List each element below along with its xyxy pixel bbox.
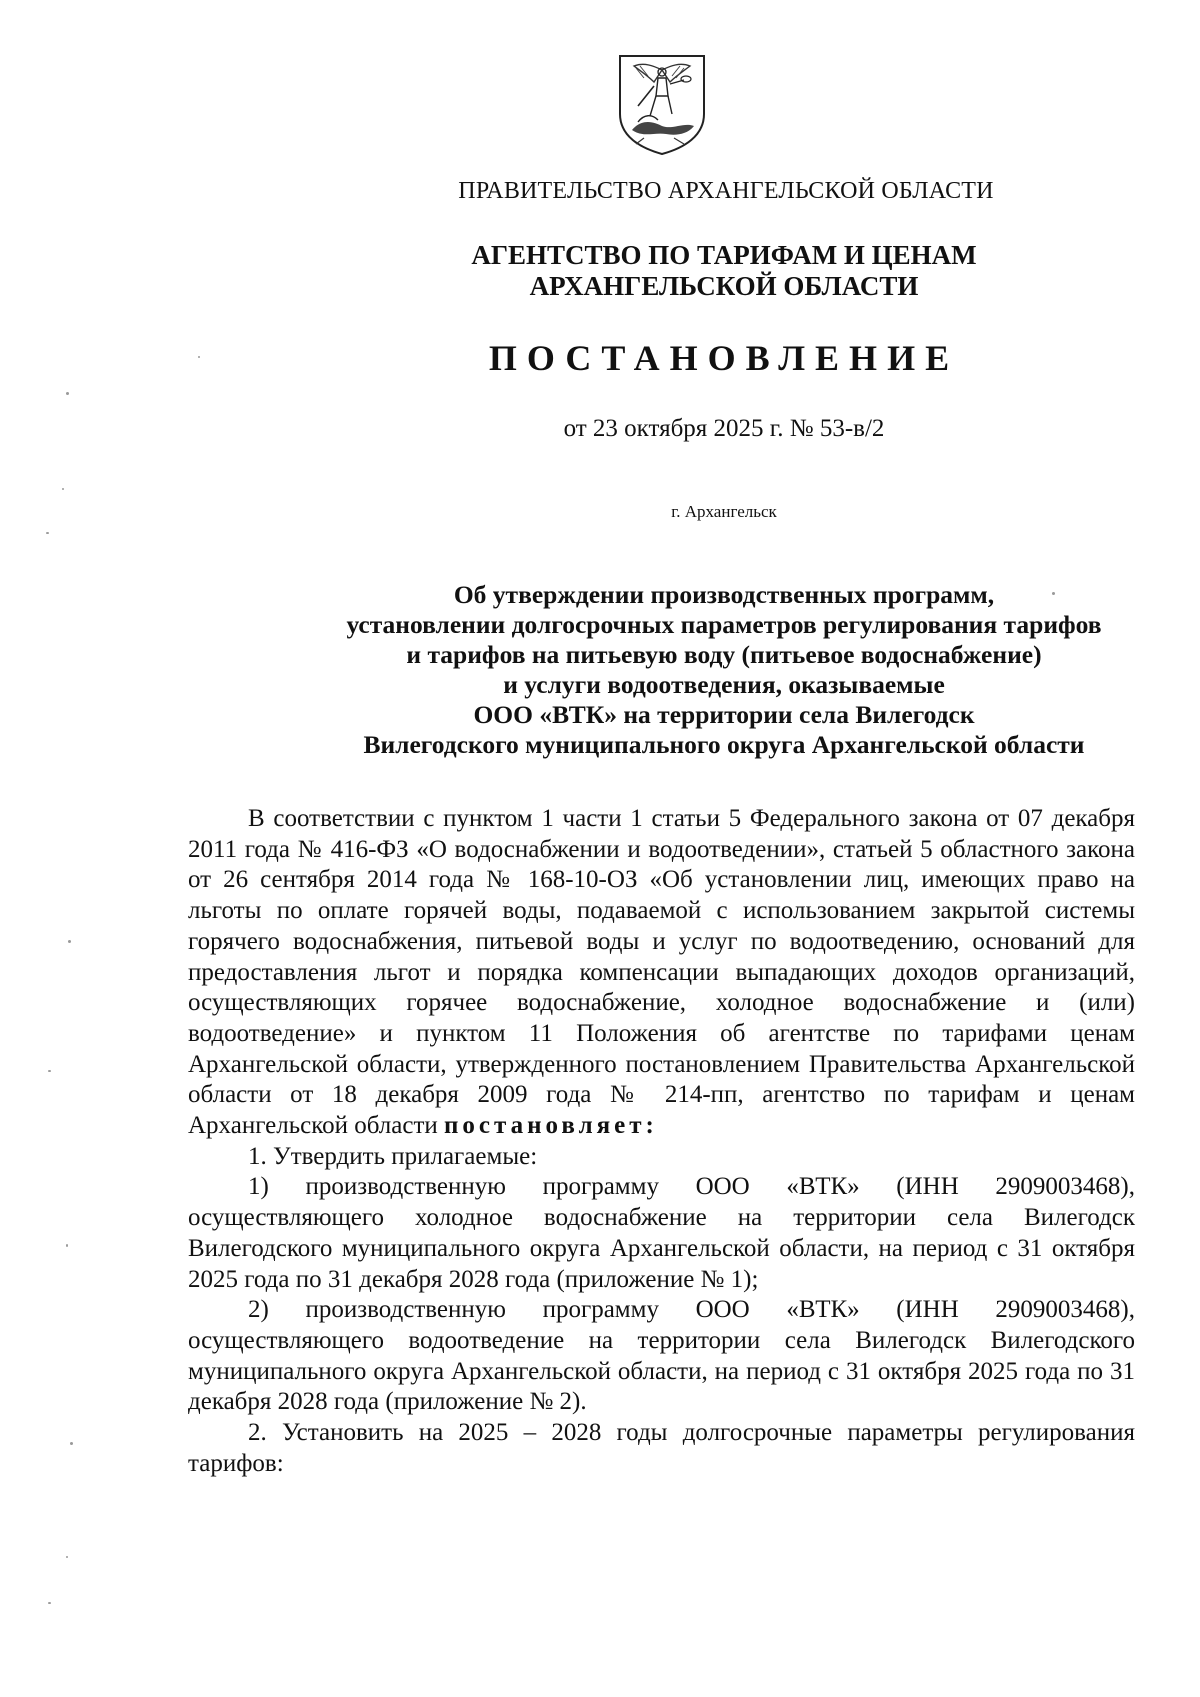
document-type: ПОСТАНОВЛЕНИЕ	[488, 338, 960, 378]
subject-line: Вилегодского муниципального округа Архангельской области	[363, 730, 1085, 759]
clause-1: 1. Утвердить прилагаемые:	[248, 1142, 538, 1170]
clause-1-1: 1) производственную программу ООО «ВТК» (ИНН 2909003468), осуществляющего холодное водоснабжение на территории села Вилегодск Вилегодского муниципального округа Архангельской области, на период с 31 октября 2025 года по 31 декабря 2028 года (приложение № 1);	[188, 1173, 1135, 1293]
scan-speck	[66, 1556, 68, 1558]
clause-2: 2. Установить на 2025 – 2028 годы долгосрочные параметры регулирования тарифов:	[188, 1419, 1135, 1477]
document-date-number: от 23 октября 2025 г. № 53-в/2	[563, 415, 885, 442]
document-body	[188, 804, 1135, 1479]
scan-speck	[62, 488, 64, 490]
document-city: г. Архангельск	[671, 502, 777, 521]
scan-speck	[46, 532, 49, 534]
scan-speck	[198, 356, 200, 358]
agency-name	[0, 240, 1200, 302]
scan-speck	[1052, 592, 1055, 595]
agency-name-line: АГЕНТСТВО ПО ТАРИФАМ И ЦЕНАМ	[471, 240, 977, 270]
subject-line: и услуги водоотведения, оказываемые	[503, 670, 945, 699]
scan-speck	[48, 1070, 51, 1072]
subject-line: и тарифов на питьевую воду (питьевое водоснабжение)	[406, 640, 1042, 669]
government-name: ПРАВИТЕЛЬСТВО АРХАНГЕЛЬСКОЙ ОБЛАСТИ	[458, 178, 994, 204]
clause-1-2: 2) производственную программу ООО «ВТК» (ИНН 2909003468), осуществляющего водоотведение на территории села Вилегодск Вилегодского муниципального округа Архангельской области, на период с 31 октября 2025 года по 31 декабря 2028 года (приложение № 2).	[188, 1296, 1135, 1416]
preamble-paragraph	[188, 804, 1135, 1142]
document-subject	[0, 580, 1200, 760]
scan-speck	[48, 1602, 51, 1604]
scan-speck	[68, 940, 71, 943]
scan-speck	[70, 1442, 73, 1445]
subject-line: ООО «ВТК» на территории села Вилегодск	[473, 700, 975, 729]
coat-of-arms-icon	[614, 52, 710, 156]
decree-word: постановляет:	[444, 1112, 658, 1140]
scan-speck	[66, 1244, 68, 1247]
agency-name-line: АРХАНГЕЛЬСКОЙ ОБЛАСТИ	[529, 271, 919, 301]
subject-line: Об утверждении производственных программ,	[453, 580, 995, 609]
scan-speck	[66, 392, 69, 395]
preamble-text: В соответствии с пунктом 1 части 1 статьи 5 Федерального закона от 07 декабря 2011 года № 416-ФЗ «О водоснабжении и водоотведении», статьей 5 областного закона от 26 сентября 2014 года № 168-10-ОЗ «Об установлении лиц, имеющих право на льготы по оплате горячей воды, подаваемой с использованием закрытой системы горячего водоснабжения, питьевой воды и услуг по водоотведению, оснований для предоставления льгот и порядка компенсации выпадающих доходов организаций, осуществляющих горячее водоснабжение, холодное водоснабжение и (или) водоотведение» и пунктом 11 Положения об агентстве по тарифами ценам Архангельской области, утвержденного постановлением Правительства Архангельской области от 18 декабря 2009 года № 214-пп, агентство по тарифам и ценам Архангельской области	[188, 805, 1135, 1140]
subject-line: установлении долгосрочных параметров регулирования тарифов	[346, 610, 1102, 639]
